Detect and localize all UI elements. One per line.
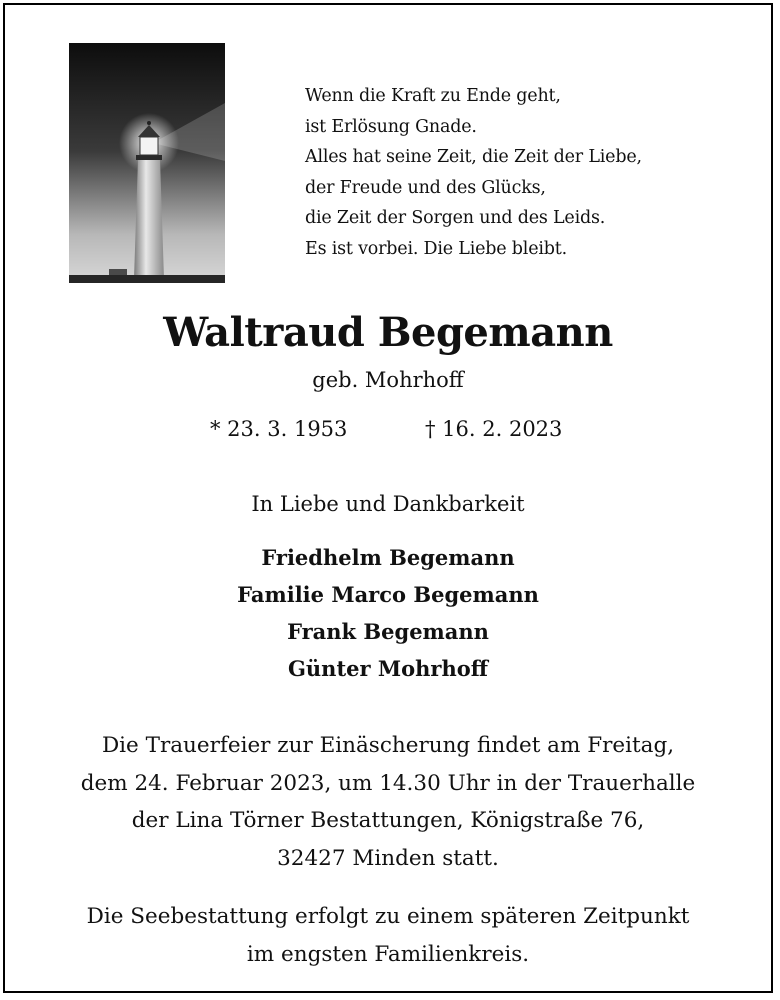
notice-line: 32427 Minden statt. — [277, 845, 499, 871]
burial-line: im engsten Familienkreis. — [246, 941, 530, 967]
birth-date: * 23. 3. 1953 — [210, 417, 348, 441]
poem — [305, 81, 745, 264]
poem-line: der Freude und des Glücks, — [305, 177, 546, 198]
mourner-name: Friedhelm Begemann — [261, 545, 515, 570]
notice-line: dem 24. Februar 2023, um 14.30 Uhr in der Trauerhalle — [80, 770, 696, 796]
dedication: In Liebe und Dankbarkeit — [251, 492, 525, 516]
mourner-name: Günter Mohrhoff — [287, 656, 488, 681]
burial-notice — [5, 898, 771, 973]
poem-line: die Zeit der Sorgen und des Leids. — [305, 208, 606, 228]
deceased-name: Waltraud Begemann — [163, 309, 613, 356]
mourner-list — [5, 539, 771, 687]
notice-line: Die Trauerfeier zur Einäscherung findet am Freitag, — [101, 733, 675, 758]
lighthouse-photo — [69, 43, 225, 283]
mourner-name: Frank Begemann — [287, 619, 489, 644]
obituary-notice — [3, 3, 773, 993]
poem-line: ist Erlösung Gnade. — [305, 116, 477, 137]
notice-line: der Lina Törner Bestattungen, Königstraße 76, — [131, 808, 645, 833]
poem-line: Wenn die Kraft zu Ende geht, — [305, 86, 561, 106]
maiden-name: geb. Mohrhoff — [312, 368, 464, 392]
poem-line: Es ist vorbei. Die Liebe bleibt. — [305, 238, 567, 259]
death-date: † 16. 2. 2023 — [425, 417, 563, 441]
funeral-notice — [5, 727, 771, 877]
poem-line: Alles hat seine Zeit, die Zeit der Liebe, — [305, 147, 642, 167]
burial-line: Die Seebestattung erfolgt zu einem späteren Zeitpunkt — [86, 904, 690, 929]
mourner-name: Familie Marco Begemann — [237, 582, 539, 607]
